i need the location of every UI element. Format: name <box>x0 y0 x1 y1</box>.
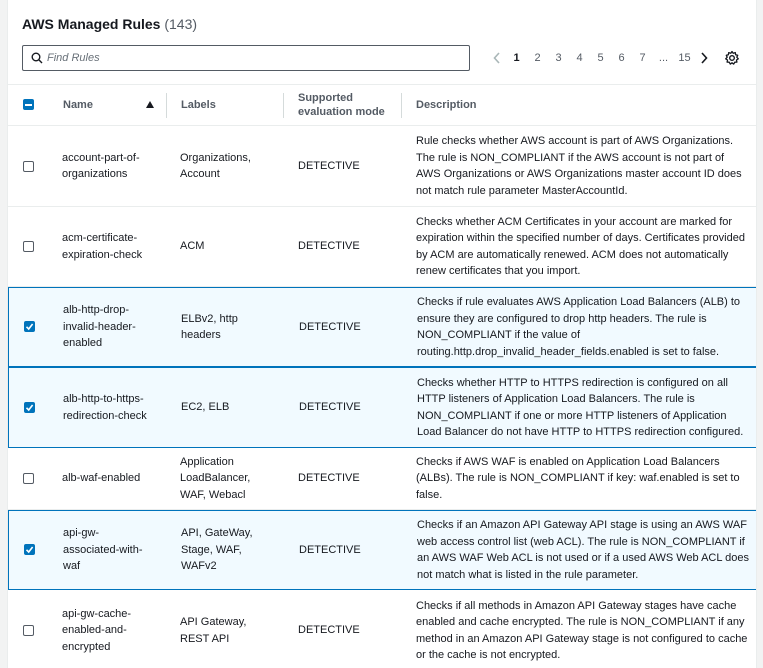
rules-panel <box>7 0 757 668</box>
rule-description <box>417 368 751 447</box>
prev-page-button[interactable] <box>488 49 506 67</box>
rule-mode <box>298 126 398 206</box>
title-text: AWS Managed Rules <box>22 16 161 32</box>
rule-name <box>62 126 154 206</box>
checkmark-icon <box>25 545 34 554</box>
rule-labels <box>180 590 268 668</box>
rule-mode-text: DETECTIVE <box>299 543 361 556</box>
page-ellipsis: ... <box>658 52 669 64</box>
search-icon <box>31 52 43 64</box>
rule-description-text: Rule checks whether AWS account is part of AWS Organizations. The rule is NON_COMPLIANT if the AWS account is not part of AWS Organizations or AWS Organizations master account ID does not match rule parameter MasterAccountId. <box>416 135 742 197</box>
column-mode-label: Supported evaluation mode <box>298 92 385 118</box>
row-checkbox[interactable] <box>23 473 34 484</box>
next-page-button[interactable] <box>695 49 713 67</box>
search-input[interactable] <box>47 47 462 69</box>
rule-labels <box>181 288 269 366</box>
rule-mode <box>299 368 399 447</box>
rule-name-text: alb-http-drop-invalid-header-enabled <box>63 304 136 350</box>
chevron-left-icon <box>493 52 501 64</box>
page-link-4[interactable]: 4 <box>576 52 583 64</box>
column-header-labels[interactable] <box>181 85 216 125</box>
rule-labels-text: Organizations, Account <box>180 151 251 180</box>
rule-description-text: Checks whether ACM Certificates in your account are marked for expiration within the specified number of days. Certificates provided by ACM are automatically renewed. ACM does not automatically renew certificates that you import. <box>416 215 745 277</box>
rule-name <box>63 288 155 366</box>
gear-icon[interactable] <box>724 50 740 66</box>
pagination <box>488 49 713 67</box>
rule-mode <box>299 511 399 589</box>
rule-mode <box>298 448 398 509</box>
rule-labels <box>181 368 269 447</box>
chevron-right-icon <box>700 52 708 64</box>
rule-labels <box>181 511 269 589</box>
rule-labels-text: ACM <box>180 240 205 253</box>
column-divider[interactable] <box>166 93 167 118</box>
column-header-description[interactable] <box>416 85 477 125</box>
column-divider[interactable] <box>401 93 402 118</box>
page-link-2[interactable]: 2 <box>534 52 541 64</box>
rule-labels-text: Application LoadBalancer, WAF, Webacl <box>180 455 251 501</box>
column-header-mode[interactable] <box>298 85 398 125</box>
rule-count: (143) <box>164 16 198 32</box>
rule-name-text: alb-waf-enabled <box>62 472 141 485</box>
rule-mode <box>298 590 398 668</box>
rule-description-text: Checks if AWS WAF is enabled on Application Load Balancers (ALBs). The rule is NON_COMPLIANT if key: waf.enabled is set to false. <box>416 455 740 501</box>
rule-mode-text: DETECTIVE <box>298 240 360 253</box>
column-header-name[interactable] <box>63 85 93 125</box>
rule-description <box>416 448 750 509</box>
column-divider[interactable] <box>283 93 284 118</box>
page-link-3[interactable]: 3 <box>555 52 562 64</box>
row-checkbox[interactable] <box>24 402 35 413</box>
column-description-label: Description <box>416 99 477 111</box>
row-checkbox[interactable] <box>24 544 35 555</box>
table-row[interactable] <box>8 510 757 590</box>
table-row[interactable] <box>8 448 757 510</box>
rule-labels <box>180 207 268 286</box>
rule-labels <box>180 448 268 509</box>
page-link-7[interactable]: 7 <box>639 52 646 64</box>
row-checkbox[interactable] <box>23 161 34 172</box>
table-row[interactable] <box>8 287 757 367</box>
table-row[interactable] <box>8 367 757 448</box>
rule-labels-text: EC2, ELB <box>181 401 230 414</box>
page-link-5[interactable]: 5 <box>597 52 604 64</box>
rule-mode <box>299 288 399 366</box>
rule-mode-text: DETECTIVE <box>299 401 361 414</box>
rule-name-text: account-part-of-organizations <box>62 151 140 180</box>
page-link-15[interactable]: 15 <box>678 52 691 64</box>
column-name-label: Name <box>63 99 93 111</box>
rule-name <box>63 511 155 589</box>
table-row[interactable] <box>8 590 757 668</box>
rule-name-text: api-gw-associated-with-waf <box>63 527 143 573</box>
row-checkbox[interactable] <box>24 321 35 332</box>
rule-name <box>63 368 155 447</box>
rule-description <box>417 288 751 366</box>
checkmark-icon <box>25 322 34 331</box>
table-row[interactable] <box>8 207 757 287</box>
row-checkbox[interactable] <box>23 241 34 252</box>
rule-name <box>62 590 154 668</box>
rule-name-text: api-gw-cache-enabled-and-encrypted <box>62 607 132 653</box>
rule-description-text: Checks if rule evaluates AWS Application Load Balancers (ALB) to ensure they are configured to drop http headers. The rule is NON_COMPLIANT if the value of routing.http.drop_invalid_header_fields.enabled is set to false. <box>417 296 741 358</box>
rule-labels-text: ELBv2, http headers <box>181 312 238 341</box>
checkmark-icon <box>25 403 34 412</box>
rule-mode <box>298 207 398 286</box>
rule-mode-text: DETECTIVE <box>298 472 360 485</box>
rule-mode-text: DETECTIVE <box>299 320 361 333</box>
rule-name-text: acm-certificate-expiration-check <box>62 232 143 261</box>
page-link-6[interactable]: 6 <box>618 52 625 64</box>
search-box <box>22 45 470 71</box>
rule-name-text: alb-http-to-https-redirection-check <box>63 393 147 422</box>
rule-labels-text: API Gateway, REST API <box>180 616 247 645</box>
row-checkbox[interactable] <box>23 625 34 636</box>
rule-description-text: Checks if all methods in Amazon API Gateway stages have cache enabled and cache encrypted. The rule is NON_COMPLIANT if any method in an Amazon API Gateway stage is not configured to cache or the cache is not encrypted. <box>416 599 748 661</box>
rule-description <box>416 207 750 286</box>
rule-name <box>62 207 154 286</box>
column-labels-label: Labels <box>181 99 216 111</box>
rule-mode-text: DETECTIVE <box>298 624 360 637</box>
table-row[interactable] <box>8 126 757 207</box>
rule-description <box>417 511 751 589</box>
page-link-1[interactable]: 1 <box>513 52 520 64</box>
page-title <box>22 16 197 32</box>
rule-description <box>416 126 750 206</box>
rule-description <box>416 590 750 668</box>
table-header <box>8 84 757 126</box>
rule-name <box>62 448 154 509</box>
rule-description-text: Checks whether HTTP to HTTPS redirection is configured on all HTTP listeners of Application Load Balancers. The rule is NON_COMPLIANT if one or more HTTP listeners of Application Load Balancer do not have HTTP to HTTPS redirection configured. <box>417 376 744 438</box>
rule-description-text: Checks if an Amazon API Gateway API stage is using an AWS WAF web access control list (web ACL). The rule is NON_COMPLIANT if an AWS WAF Web ACL is not used or if a used AWS Web ACL does not match what is listed in the rule parameter. <box>417 519 749 581</box>
sort-ascending-icon[interactable] <box>146 101 154 108</box>
rule-labels <box>180 126 268 206</box>
rule-labels-text: API, GateWay, Stage, WAF, WAFv2 <box>181 527 253 573</box>
select-all-checkbox[interactable] <box>23 99 34 110</box>
rule-mode-text: DETECTIVE <box>298 159 360 172</box>
